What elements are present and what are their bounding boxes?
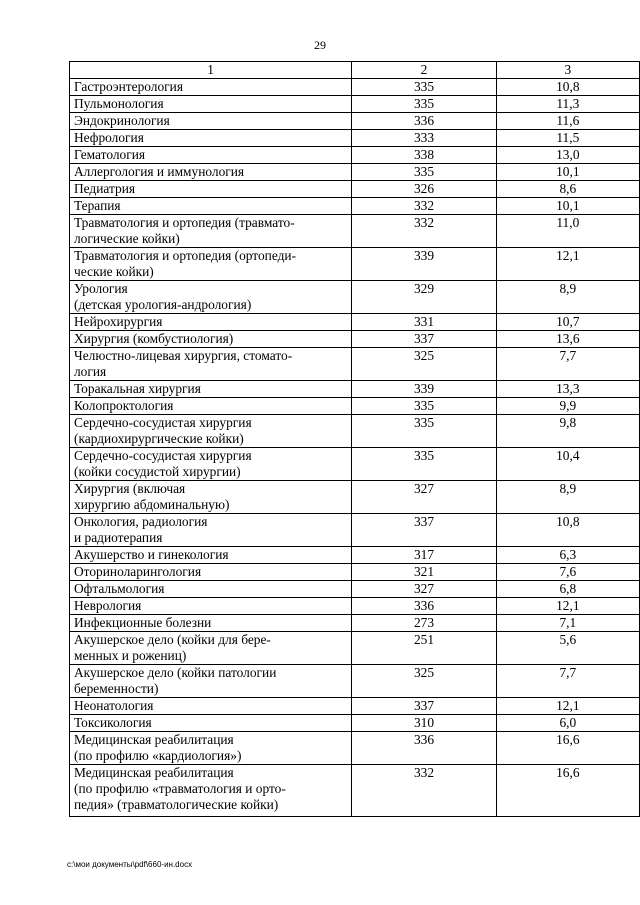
- cell-col-3: 11,6: [496, 113, 639, 130]
- cell-profile: Сердечно-сосудистая хирургия (койки сосудистой хирургии): [70, 448, 352, 481]
- cell-profile: Хирургия (комбустиология): [70, 331, 352, 348]
- cell-col-3: 11,0: [496, 215, 639, 248]
- table-row: [70, 547, 640, 564]
- cell-col-2: 329: [352, 281, 496, 314]
- table-row: [70, 715, 640, 732]
- cell-col-3: 12,1: [496, 698, 639, 715]
- table-row: [70, 147, 640, 164]
- cell-col-2: 335: [352, 164, 496, 181]
- cell-profile: Терапия: [70, 198, 352, 215]
- cell-profile: Токсикология: [70, 715, 352, 732]
- cell-col-3: 7,7: [496, 348, 639, 381]
- cell-col-2: 339: [352, 248, 496, 281]
- table-row: [70, 615, 640, 632]
- cell-col-2: 332: [352, 765, 496, 817]
- table-row: [70, 113, 640, 130]
- cell-col-3: 13,3: [496, 381, 639, 398]
- cell-col-3: 10,7: [496, 314, 639, 331]
- table-row: [70, 215, 640, 248]
- file-path-footer: c:\мои документы\pdf\660-ин.docx: [67, 860, 193, 869]
- cell-col-2: 321: [352, 564, 496, 581]
- table-row: [70, 448, 640, 481]
- cell-col-3: 13,6: [496, 331, 639, 348]
- cell-col-2: 336: [352, 113, 496, 130]
- cell-col-3: 11,5: [496, 130, 639, 147]
- cell-col-3: 7,7: [496, 665, 639, 698]
- cell-profile: Инфекционные болезни: [70, 615, 352, 632]
- cell-col-3: 6,0: [496, 715, 639, 732]
- cell-profile: Сердечно-сосудистая хирургия (кардиохирургические койки): [70, 415, 352, 448]
- cell-profile: Гематология: [70, 147, 352, 164]
- cell-profile: Травматология и ортопедия (травмато- логические койки): [70, 215, 352, 248]
- cell-col-2: 338: [352, 147, 496, 164]
- cell-profile: Торакальная хирургия: [70, 381, 352, 398]
- cell-col-2: 326: [352, 181, 496, 198]
- cell-col-3: 10,1: [496, 198, 639, 215]
- table-row: [70, 398, 640, 415]
- cell-col-2: 337: [352, 331, 496, 348]
- cell-col-3: 12,1: [496, 598, 639, 615]
- cell-col-2: 327: [352, 481, 496, 514]
- table-row: [70, 96, 640, 113]
- cell-col-3: 8,9: [496, 481, 639, 514]
- table-row: [70, 331, 640, 348]
- cell-col-2: 335: [352, 79, 496, 96]
- table-row: [70, 514, 640, 547]
- cell-col-2: 336: [352, 598, 496, 615]
- table-row: [70, 581, 640, 598]
- cell-profile: Нейрохирургия: [70, 314, 352, 331]
- cell-col-2: 332: [352, 215, 496, 248]
- cell-col-2: 335: [352, 448, 496, 481]
- table-row: [70, 632, 640, 665]
- cell-col-3: 6,8: [496, 581, 639, 598]
- cell-profile: Гастроэнтерология: [70, 79, 352, 96]
- cell-col-3: 8,9: [496, 281, 639, 314]
- cell-profile: Неврология: [70, 598, 352, 615]
- cell-col-3: 7,6: [496, 564, 639, 581]
- cell-col-3: 10,8: [496, 514, 639, 547]
- header-col-1: 1: [70, 62, 352, 79]
- cell-profile: Акушерское дело (койки для бере- менных и рожениц): [70, 632, 352, 665]
- cell-profile: Пульмонология: [70, 96, 352, 113]
- cell-col-2: 335: [352, 96, 496, 113]
- cell-col-2: 332: [352, 198, 496, 215]
- cell-profile: Медицинская реабилитация (по профилю «травматология и орто- педия» (травматологические койки): [70, 765, 352, 817]
- cell-col-3: 12,1: [496, 248, 639, 281]
- cell-profile: Акушерское дело (койки патологии беременности): [70, 665, 352, 698]
- cell-col-2: 339: [352, 381, 496, 398]
- cell-col-3: 9,9: [496, 398, 639, 415]
- cell-profile: Аллергология и иммунология: [70, 164, 352, 181]
- table-row: [70, 348, 640, 381]
- cell-col-3: 16,6: [496, 732, 639, 765]
- cell-profile: Неонатология: [70, 698, 352, 715]
- cell-profile: Оториноларингология: [70, 564, 352, 581]
- cell-col-2: 317: [352, 547, 496, 564]
- cell-profile: Эндокринология: [70, 113, 352, 130]
- table-row: [70, 665, 640, 698]
- cell-col-2: 337: [352, 514, 496, 547]
- cell-col-3: 13,0: [496, 147, 639, 164]
- cell-col-2: 337: [352, 698, 496, 715]
- table-row: [70, 732, 640, 765]
- table-row: [70, 598, 640, 615]
- cell-col-2: 325: [352, 348, 496, 381]
- cell-profile: Онкология, радиология и радиотерапия: [70, 514, 352, 547]
- table-row: [70, 130, 640, 147]
- table-row: [70, 248, 640, 281]
- cell-profile: Хирургия (включая хирургию абдоминальную): [70, 481, 352, 514]
- cell-col-3: 9,8: [496, 415, 639, 448]
- cell-profile: Офтальмология: [70, 581, 352, 598]
- cell-col-3: 7,1: [496, 615, 639, 632]
- header-col-3: 3: [496, 62, 639, 79]
- table-row: [70, 164, 640, 181]
- cell-col-2: 331: [352, 314, 496, 331]
- table-row: [70, 481, 640, 514]
- cell-col-3: 16,6: [496, 765, 639, 817]
- cell-col-2: 335: [352, 398, 496, 415]
- cell-profile: Медицинская реабилитация (по профилю «кардиология»): [70, 732, 352, 765]
- cell-col-3: 5,6: [496, 632, 639, 665]
- table-row: [70, 415, 640, 448]
- cell-profile: Педиатрия: [70, 181, 352, 198]
- cell-col-2: 327: [352, 581, 496, 598]
- cell-profile: Урология (детская урология-андрология): [70, 281, 352, 314]
- table-row: [70, 79, 640, 96]
- table-row: [70, 281, 640, 314]
- page-number: 29: [314, 38, 326, 52]
- table-row: [70, 765, 640, 817]
- cell-profile: Нефрология: [70, 130, 352, 147]
- cell-col-2: 310: [352, 715, 496, 732]
- table-row: [70, 564, 640, 581]
- header-col-2: 2: [352, 62, 496, 79]
- table-row: [70, 181, 640, 198]
- cell-profile: Акушерство и гинекология: [70, 547, 352, 564]
- table-row: [70, 381, 640, 398]
- cell-col-2: 335: [352, 415, 496, 448]
- data-table: [69, 61, 640, 817]
- cell-col-3: 11,3: [496, 96, 639, 113]
- cell-col-3: 8,6: [496, 181, 639, 198]
- cell-col-2: 333: [352, 130, 496, 147]
- cell-profile: Челюстно-лицевая хирургия, стомато- логия: [70, 348, 352, 381]
- table-row: [70, 198, 640, 215]
- cell-profile: Колопроктология: [70, 398, 352, 415]
- cell-col-3: 10,8: [496, 79, 639, 96]
- cell-col-3: 6,3: [496, 547, 639, 564]
- cell-col-2: 325: [352, 665, 496, 698]
- cell-col-2: 251: [352, 632, 496, 665]
- cell-col-3: 10,4: [496, 448, 639, 481]
- cell-col-2: 336: [352, 732, 496, 765]
- cell-col-3: 10,1: [496, 164, 639, 181]
- table-row: [70, 698, 640, 715]
- header-row: [70, 62, 640, 79]
- table-row: [70, 314, 640, 331]
- cell-col-2: 273: [352, 615, 496, 632]
- cell-profile: Травматология и ортопедия (ортопеди- ческие койки): [70, 248, 352, 281]
